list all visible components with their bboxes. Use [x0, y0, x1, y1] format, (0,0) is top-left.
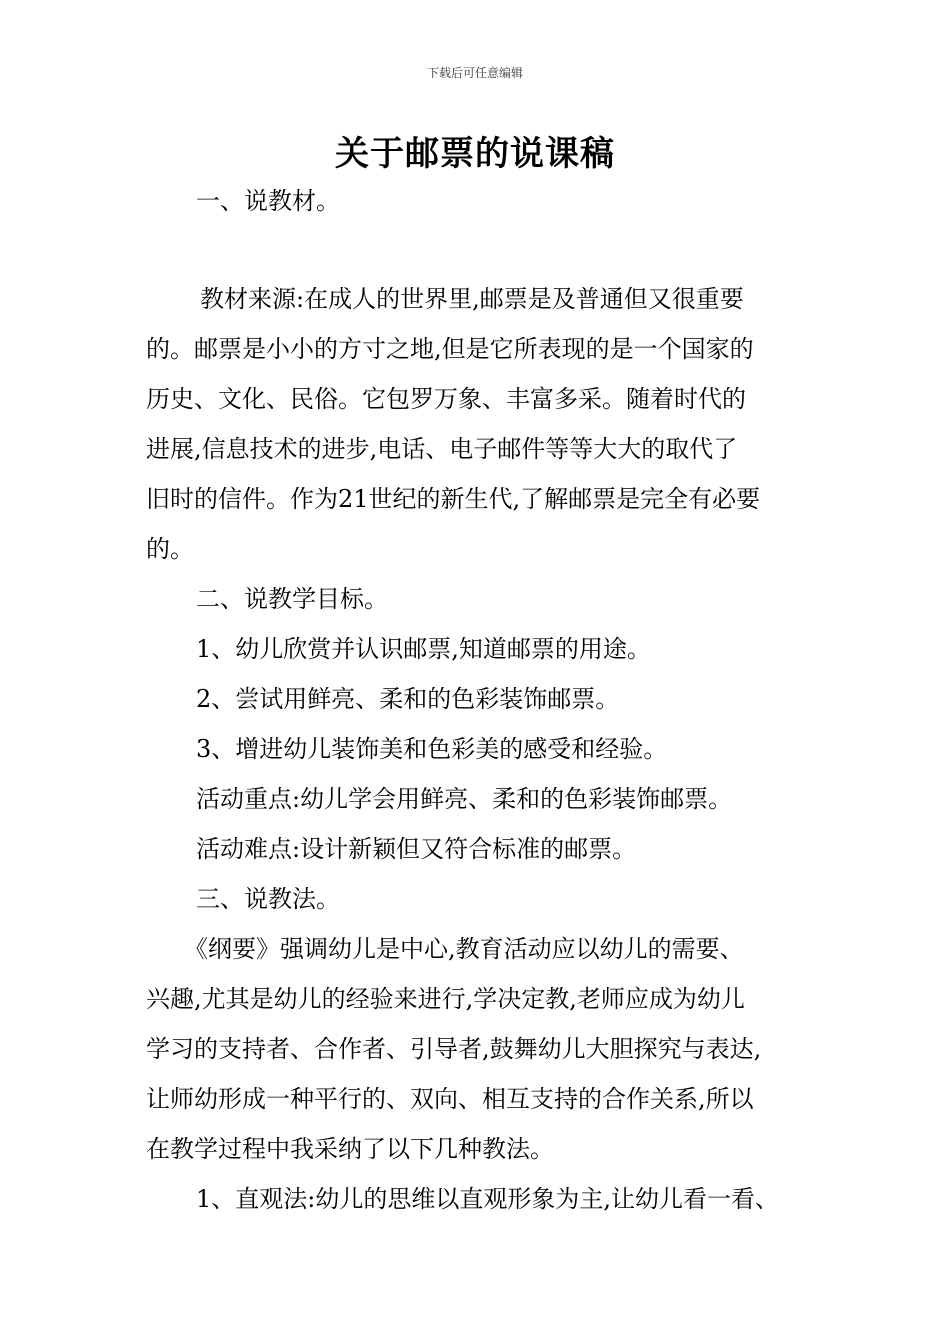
list-item: 2、尝试用鲜亮、柔和的色彩装饰邮票。: [196, 685, 620, 713]
text-line: 进展,信息技术的进步,电话、电子邮件等等大大的取代了: [146, 435, 738, 463]
text-line: 的。: [146, 535, 194, 563]
page-header: 下载后可任意编辑: [426, 66, 523, 80]
document-title: 关于邮票的说课稿: [335, 134, 615, 174]
section-heading: 三、说教法。: [196, 885, 340, 913]
text-line: 活动重点:幼儿学会用鲜亮、柔和的色彩装饰邮票。: [196, 785, 733, 813]
text-line: 学习的支持者、合作者、引导者,鼓舞幼儿大胆探究与表达,: [146, 1035, 762, 1063]
text-line: 《纲要》强调幼儿是中心,教育活动应以幼儿的需要、: [184, 935, 744, 963]
text-line: 旧时的信件。作为21世纪的新生代,了解邮票是完全有必要: [146, 485, 761, 513]
text-line: 让师幼形成一种平行的、双向、相互支持的合作关系,所以: [146, 1085, 754, 1113]
list-item: 1、直观法:幼儿的思维以直观形象为主,让幼儿看一看、: [196, 1185, 779, 1213]
list-item: 3、增进幼儿装饰美和色彩美的感受和经验。: [196, 735, 668, 763]
text-line: 活动难点:设计新颖但又符合标准的邮票。: [196, 835, 637, 863]
text-line: 兴趣,尤其是幼儿的经验来进行,学决定教,老师应成为幼儿: [146, 985, 745, 1013]
section-heading: 二、说教学目标。: [196, 585, 388, 613]
text-line: 一、说教材。: [196, 187, 340, 215]
list-item: 1、幼儿欣赏并认识邮票,知道邮票的用途。: [196, 635, 651, 663]
text-line: 的。邮票是小小的方寸之地,但是它所表现的是一个国家的: [146, 335, 754, 363]
text-line: 历史、文化、民俗。它包罗万象、丰富多采。随着时代的: [146, 385, 746, 413]
text-line: 在教学过程中我采纳了以下几种教法。: [146, 1135, 554, 1163]
text-line: 教材来源:在成人的世界里,邮票是及普通但又很重要: [200, 285, 744, 313]
